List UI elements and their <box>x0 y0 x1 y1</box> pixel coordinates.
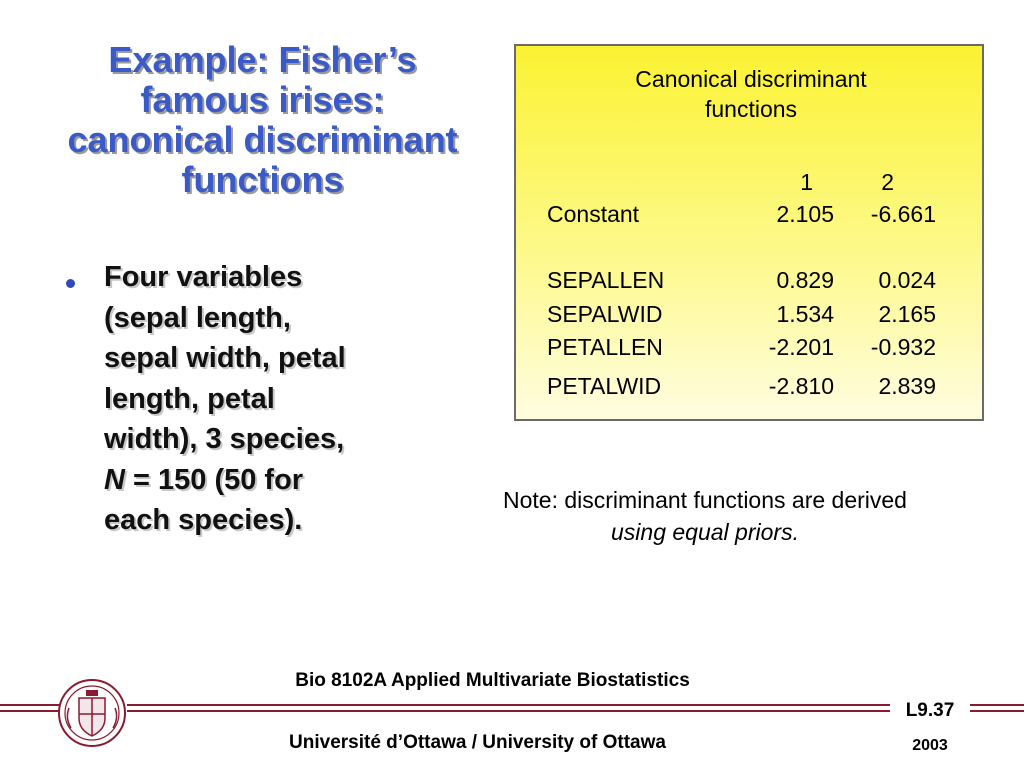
row-name: Constant <box>547 201 640 227</box>
title-line-4: functions <box>181 159 344 200</box>
row-value-1: -2.810 <box>768 373 834 399</box>
col-header-2: 2 <box>881 169 894 195</box>
slide-year: 2003 <box>912 737 948 754</box>
university-crest-icon <box>57 678 127 748</box>
bullet-line-6 <box>104 460 404 501</box>
table-row <box>516 301 986 331</box>
footer-stripe <box>127 710 890 712</box>
col-header-1: 1 <box>800 169 813 195</box>
table-row <box>516 267 986 297</box>
bullet-line-3: sepal width, petal <box>104 342 346 374</box>
note-line-1: Note: discriminant functions are derived <box>503 487 907 513</box>
note-line-2 <box>400 516 1010 548</box>
university-name: Université d’Ottawa / University of Ottawa <box>289 732 666 753</box>
footer-stripe <box>127 704 890 706</box>
bullet-line-4: length, petal <box>104 382 275 415</box>
bullet-line-5: width), 3 species, <box>104 423 345 455</box>
note-line-2-text: using equal priors. <box>611 519 799 545</box>
row-name: PETALWID <box>547 373 662 399</box>
title-line-3: canonical discriminant <box>67 119 458 160</box>
title-line-1: Example: Fisher’s <box>108 39 417 80</box>
course-name: Bio 8102A Applied Multivariate Biostatistics <box>295 670 690 691</box>
table-title-line-1: Canonical discriminant <box>635 66 867 92</box>
slide-title <box>40 40 485 200</box>
table-title-line-2: functions <box>704 96 798 122</box>
table-title <box>516 64 986 124</box>
table-row <box>516 201 986 231</box>
bullet-dot-icon <box>66 279 75 288</box>
row-name: SEPALWID <box>547 301 663 327</box>
row-value-1: 1.534 <box>776 301 834 327</box>
bullet-line-1: Four variables <box>104 261 303 293</box>
row-value-2: 2.165 <box>878 301 936 327</box>
footer-stripe <box>970 704 1024 706</box>
row-name: PETALLEN <box>547 334 663 360</box>
bullet-line-2: (sepal length, <box>104 301 291 334</box>
row-value-1: 0.829 <box>776 267 834 293</box>
row-value-2: -6.661 <box>870 201 936 227</box>
row-value-1: -2.201 <box>768 334 834 360</box>
table-header-row <box>516 169 986 199</box>
row-value-2: -0.932 <box>870 334 936 360</box>
row-value-2: 2.839 <box>878 373 936 399</box>
bullet-line-7: each species). <box>104 504 303 536</box>
bullet-text <box>104 257 404 541</box>
slide-number: L9.37 <box>890 697 970 725</box>
table-row <box>516 373 986 403</box>
footer-stripe <box>0 704 60 706</box>
footer-stripe <box>0 710 60 712</box>
row-value-2: 0.024 <box>878 267 936 293</box>
discriminant-table-box <box>514 44 984 421</box>
n-symbol: N <box>104 463 125 496</box>
n-value: = 150 (50 for <box>124 463 304 496</box>
row-name: SEPALLEN <box>547 267 665 293</box>
title-line-2: famous irises: <box>140 79 385 120</box>
row-value-1: 2.105 <box>776 201 834 227</box>
footer-stripe <box>970 710 1024 712</box>
priors-note <box>400 484 1010 548</box>
table-row <box>516 334 986 364</box>
